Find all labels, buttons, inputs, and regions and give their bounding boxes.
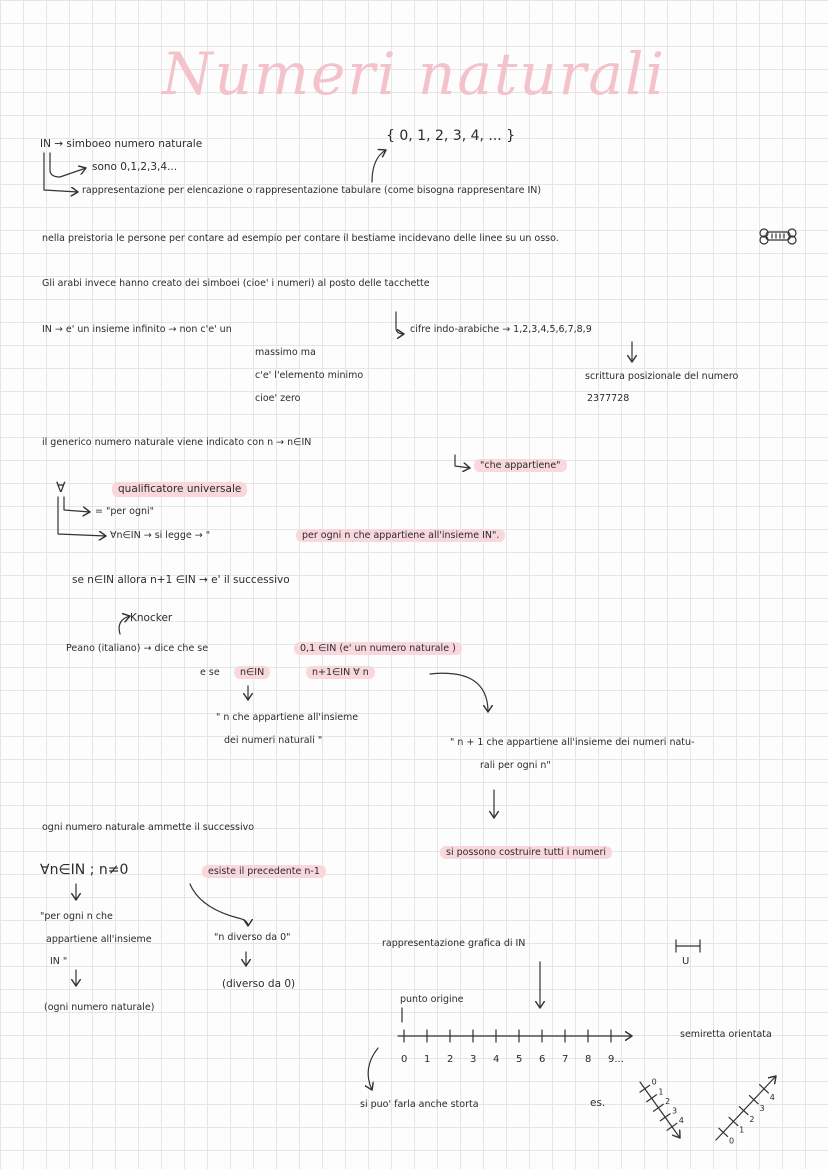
n-plus-text: n+1∈IN ∀ n: [306, 666, 375, 679]
tilted-label: 0: [651, 1077, 657, 1087]
esiste-precedente: esiste il precedente n-1: [202, 865, 326, 878]
tilted-label: 2: [665, 1096, 671, 1106]
diverso-text: (diverso da 0): [222, 978, 296, 990]
diverso-arrow: [190, 884, 248, 926]
e-se-text: e se: [200, 667, 220, 678]
diverso-quote: "n diverso da 0": [214, 932, 291, 943]
es-text: es.: [590, 1097, 606, 1109]
sono-text: sono 0,1,2,3,4...: [92, 161, 178, 173]
tilted-tick: [729, 1117, 738, 1125]
tilted-tick: [760, 1085, 769, 1093]
n-in-text: n∈IN: [234, 666, 270, 679]
quote1-line1: " n che appartiene all'insieme: [216, 712, 359, 723]
tilted-tick: [660, 1114, 670, 1121]
number-line-label: 8: [585, 1054, 592, 1065]
number-line-label: 9...: [608, 1054, 624, 1065]
sono-arrow: [50, 153, 86, 177]
infinite-text: IN → e' un insieme infinito → non c'e' un: [42, 324, 232, 335]
tilted-tick: [640, 1085, 650, 1092]
knocker-arrow: [119, 616, 130, 634]
quote1-line2: dei numeri naturali ": [224, 735, 323, 746]
segment-icon: [676, 940, 700, 967]
quote2-line1: " n + 1 che appartiene all'insieme dei numeri natu-: [450, 737, 695, 748]
rappresentazione-grafica: rappresentazione grafica di IN: [382, 938, 526, 949]
tilted-axis: [640, 1082, 680, 1138]
tilted-label: 2: [749, 1114, 755, 1124]
per-ogni-3: IN ": [50, 956, 68, 967]
successor-text: se n∈IN allora n+1 ∈IN → e' il successivo: [72, 574, 290, 586]
tilted-line-1: [640, 1078, 684, 1138]
generic-text: il generico numero naturale viene indicato con n → n∈IN: [42, 437, 312, 448]
rappresentazione-arrow: [44, 153, 78, 192]
per-ogni-arrow: [64, 497, 90, 512]
arabi-text: Gli arabi invece hanno creato dei simboei (cioe' i numeri) al posto delle tacchette: [42, 278, 430, 289]
example-number: 2377728: [587, 393, 630, 404]
number-line-label: 6: [539, 1054, 546, 1065]
rappresentazione-text: rappresentazione per elencazione o rappresentazione tabulare (come bisogna rappresentare IN): [82, 185, 542, 196]
knocker-text: Knocker: [130, 612, 173, 624]
page-title: Numeri naturali: [161, 40, 667, 108]
number-line-label: 4: [493, 1054, 500, 1065]
tilted-label: 1: [739, 1125, 745, 1135]
tilted-label: 1: [658, 1087, 664, 1097]
n-symbol-text: IN → simboeo numero naturale: [40, 138, 203, 150]
storta-arrow: [368, 1048, 378, 1090]
tilted-tick: [647, 1095, 657, 1102]
tilted-tick: [667, 1123, 677, 1130]
cifre-text: cifre indo-arabiche → 1,2,3,4,5,6,7,8,9: [410, 324, 592, 335]
preistoria-text: nella preistoria le persone per contare ad esempio per contare il bestiame incidevano delle linee su un osso.: [42, 233, 559, 244]
tilted-tick: [719, 1128, 728, 1136]
quote2-line2: rali per ogni n": [480, 760, 551, 771]
set-brace-text: { 0, 1, 2, 3, 4, ... }: [386, 128, 516, 144]
tilted-label: 0: [728, 1136, 735, 1146]
forall-symbol: ∀: [56, 480, 66, 496]
number-line-label: 0: [401, 1054, 408, 1065]
curved-arrow: [430, 673, 488, 712]
tilted-axis: [716, 1076, 776, 1140]
ogni-numero-naturale: (ogni numero naturale): [44, 1002, 155, 1013]
number-line-label: 7: [562, 1054, 569, 1065]
tilted-label: 3: [759, 1103, 765, 1113]
tilted-line-2: [716, 1076, 776, 1146]
ogni-successivo-text: ogni numero naturale ammette il successivo: [42, 822, 255, 833]
bone-icon: [760, 229, 796, 244]
massimo-text: massimo ma: [255, 347, 316, 358]
per-ogni-2: appartiene all'insieme: [46, 934, 152, 945]
punto-origine: punto origine: [400, 994, 464, 1005]
forall-n-text: ∀n∈IN → si legge → ": [110, 530, 211, 541]
tilted-tick: [654, 1104, 664, 1111]
storta-text: si puo' farla anche storta: [360, 1099, 479, 1110]
che-appartiene-text: "che appartiene": [474, 459, 567, 472]
tilted-label: 4: [678, 1115, 684, 1125]
tilted-tick: [749, 1096, 758, 1104]
quantifier-name: qualificatore universale: [112, 482, 247, 497]
per-ogni-1: "per ogni n che: [40, 911, 113, 922]
peano-zero-one: 0,1 ∈IN (e' un numero naturale ): [294, 642, 462, 655]
che-appartiene-arrow: [455, 455, 470, 468]
tilted-label: 3: [671, 1106, 678, 1116]
reading-text: per ogni n che appartiene all'insieme IN".: [296, 529, 505, 542]
scrittura-text: scrittura posizionale del numero: [585, 371, 739, 382]
peano-label: Peano (italiano) → dice che se: [66, 643, 209, 654]
tilted-label: 4: [769, 1093, 775, 1103]
number-line: [398, 1030, 632, 1065]
zero-text: cioe' zero: [255, 393, 301, 404]
semiretta-text: semiretta orientata: [680, 1029, 772, 1040]
forall-formula: ∀n∈IN ; n≠0: [40, 862, 129, 878]
number-line-label: 5: [516, 1054, 523, 1065]
cifre-arrow: [396, 312, 404, 334]
number-line-label: 2: [447, 1054, 454, 1065]
tilted-tick: [739, 1106, 748, 1114]
svg-text:U: U: [682, 956, 690, 967]
minimo-text: c'e' l'elemento minimo: [255, 370, 364, 381]
number-line-label: 1: [424, 1054, 431, 1065]
number-line-label: 3: [470, 1054, 477, 1065]
costruire-text: si possono costruire tutti i numeri: [440, 846, 612, 859]
brace-arrow: [372, 150, 386, 182]
per-ogni-text: = "per ogni": [95, 506, 155, 517]
